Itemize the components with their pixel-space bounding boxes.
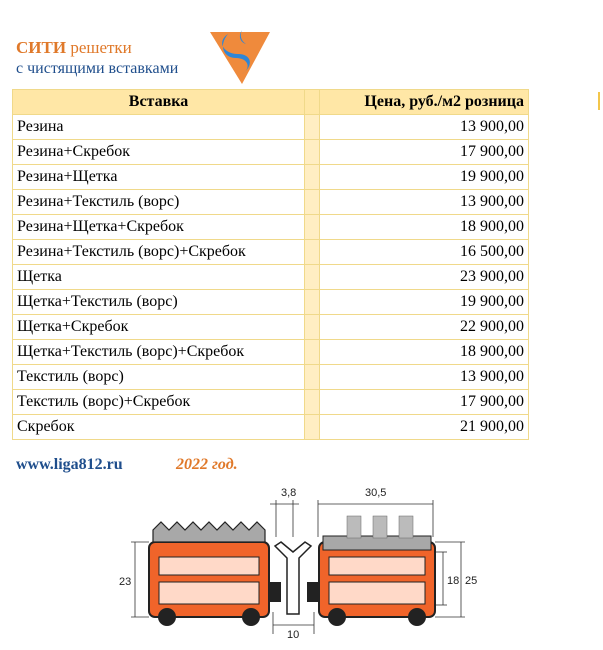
price-cell: 21 900,00 [320, 415, 529, 440]
price-cell: 16 500,00 [320, 240, 529, 265]
table-row [13, 315, 529, 340]
insert-cell: Щетка+Текстиль (ворс) [13, 290, 305, 315]
spacer-cell [305, 240, 320, 265]
price-cell: 17 900,00 [320, 140, 529, 165]
price-cell: 13 900,00 [320, 190, 529, 215]
price-cell: 23 900,00 [320, 265, 529, 290]
price-cell: 13 900,00 [320, 115, 529, 140]
price-cell: 13 900,00 [320, 365, 529, 390]
table-row [13, 415, 529, 440]
insert-cell: Резина+Щетка+Скребок [13, 215, 305, 240]
website-link[interactable]: www.liga812.ru [16, 456, 123, 473]
insert-cell: Резина+Текстиль (ворс) [13, 190, 305, 215]
table-header-row [13, 90, 529, 115]
spacer-cell [305, 315, 320, 340]
table-row [13, 140, 529, 165]
table-row [13, 390, 529, 415]
insert-cell: Текстиль (ворс) [13, 365, 305, 390]
table-row [13, 290, 529, 315]
spacer-cell [305, 390, 320, 415]
price-cell: 17 900,00 [320, 390, 529, 415]
year-label: 2022 год. [176, 456, 238, 473]
dim-top-wide: 30,5 [365, 487, 387, 499]
spacer-cell [305, 190, 320, 215]
table-row [13, 165, 529, 190]
brand-name: СИТИ [16, 38, 67, 57]
spacer-cell [305, 165, 320, 190]
insert-cell: Текстиль (ворс)+Скребок [13, 390, 305, 415]
title-rest: решетки [66, 38, 132, 57]
page-subtitle: с чистящими вставками [16, 60, 179, 77]
insert-cell: Резина+Щетка [13, 165, 305, 190]
table-row [13, 265, 529, 290]
dim-left: 23 [119, 576, 132, 588]
spacer-cell [305, 265, 320, 290]
spacer-cell [305, 115, 320, 140]
insert-cell: Щетка+Скребок [13, 315, 305, 340]
table-row [13, 190, 529, 215]
spacer-cell [305, 415, 320, 440]
column-header-insert: Вставка [13, 90, 305, 115]
insert-cell: Резина [13, 115, 305, 140]
edge-marker [598, 92, 600, 110]
spacer-cell [305, 290, 320, 315]
table-row [13, 115, 529, 140]
insert-cell: Резина+Текстиль (ворс)+Скребок [13, 240, 305, 265]
column-spacer [305, 90, 320, 115]
dim-bottom: 10 [287, 629, 300, 641]
table-row [13, 340, 529, 365]
profile-cross-section-drawing [115, 482, 478, 642]
price-cell: 18 900,00 [320, 340, 529, 365]
table-row [13, 240, 529, 265]
spacer-cell [305, 365, 320, 390]
insert-cell: Резина+Скребок [13, 140, 305, 165]
insert-cell: Щетка+Текстиль (ворс)+Скребок [13, 340, 305, 365]
page-title [16, 38, 132, 58]
price-table [12, 89, 529, 440]
company-logo-icon [208, 28, 272, 88]
dim-top-small: 3,8 [281, 487, 297, 499]
column-header-price: Цена, руб./м2 розница [320, 90, 529, 115]
spacer-cell [305, 215, 320, 240]
insert-cell: Щетка [13, 265, 305, 290]
spacer-cell [305, 340, 320, 365]
insert-cell: Скребок [13, 415, 305, 440]
dim-right-outer: 25 [465, 575, 478, 587]
price-cell: 22 900,00 [320, 315, 529, 340]
price-cell: 19 900,00 [320, 165, 529, 190]
price-cell: 19 900,00 [320, 290, 529, 315]
table-row [13, 365, 529, 390]
spacer-cell [305, 140, 320, 165]
price-cell: 18 900,00 [320, 215, 529, 240]
table-row [13, 215, 529, 240]
dim-right-inner: 18 [447, 575, 460, 587]
